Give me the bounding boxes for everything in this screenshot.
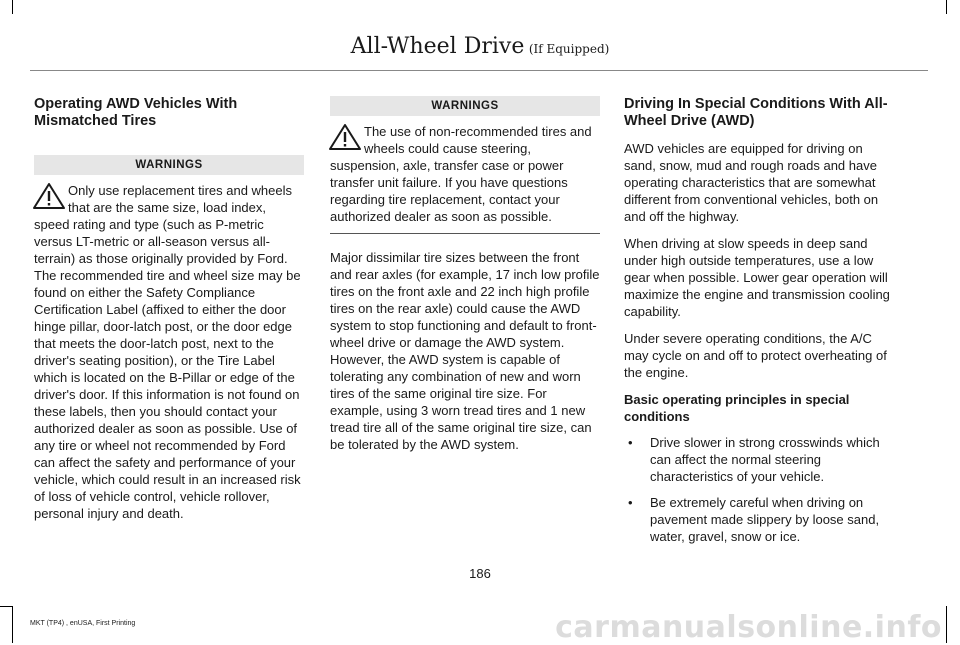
paragraph: AWD vehicles are equipped for driving on sand, snow, mud and rough roads and have operating characteristics that are somewhat different from conventional vehicles, both on and off the highway. (624, 141, 879, 224)
warning-text: The use of non-recommended tires and wheels could cause steering, suspension, axle, transfer case or power transfer unit failure. If you have questions regarding tire replacement, contact your authorized dealer as soon as possible. (330, 124, 592, 224)
header-rule (30, 70, 928, 71)
crop-mark-top-left (12, 0, 13, 14)
watermark: carmanualsonline.info (555, 610, 942, 645)
paragraph: Under severe operating conditions, the A/C may cycle on and off to protect overheating of the engine. (624, 331, 887, 380)
crop-mark-bottom-right (946, 606, 947, 643)
warning-block (330, 123, 600, 225)
bullet-text: Drive slower in strong crosswinds which can affect the normal steering characteristics of your vehicle. (650, 435, 880, 484)
chapter-title: All-Wheel Drive (350, 34, 525, 59)
subheading-basic-principles: Basic operating principles in special conditions (624, 392, 850, 424)
warning-text: Only use replacement tires and wheels that are the same size, load index, speed rating and type (such as P-metric versus LT-metric or all-season versus all-terrain) as those originally provided by Ford. The recommended tire and wheel size may be found on either the Safety Compliance Certification Label (affixed to either the door hinge pillar, door-latch post, or the door edge that meets the door-latch post, next to the driver's seating position), or the Tire Label which is located on the B-Pillar or edge of the driver's door. If this information is not found on these labels, then you should contact your authorized dealer as soon as possible. Use of any tire or wheel not recommended by Ford can affect the safety and performance of your vehicle, which could result in an increased risk of loss of vehicle control, vehicle rollover, personal injury and death. (34, 183, 301, 521)
list-item (624, 434, 894, 485)
left-column (34, 96, 304, 522)
page-header (0, 32, 960, 64)
bullet-icon: • (628, 435, 633, 450)
section-heading-mismatched-tires: Operating AWD Vehicles With Mismatched Tires (34, 96, 238, 129)
chapter-subtitle: (If Equipped) (528, 42, 610, 56)
crop-mark-bottom-left-h (0, 606, 12, 607)
section-heading-special-conditions: Driving In Special Conditions With All-Wheel Drive (AWD) (624, 96, 888, 129)
page-number: 186 (469, 566, 491, 581)
bullet-text: Be extremely careful when driving on pavement made slippery by loose sand, water, gravel, snow or ice. (650, 495, 880, 544)
bullet-icon: • (628, 495, 633, 510)
paragraph: When driving at slow speeds in deep sand under high outside temperatures, use a low gear when possible. Lower gear operation will maximize the engine and transmission cooling capability. (624, 236, 890, 319)
warning-block (34, 182, 304, 522)
warnings-label: WARNINGS (330, 96, 600, 116)
warning-triangle-icon (32, 182, 66, 210)
right-column (624, 96, 894, 554)
footer-printing-info: MKT (TP4) , enUSA, First Printing (30, 620, 136, 627)
middle-column (330, 96, 600, 453)
warning-triangle-icon (328, 123, 362, 151)
bullet-list (624, 434, 894, 545)
crop-mark-bottom-left (12, 606, 13, 643)
list-item (624, 494, 894, 545)
body-text-dissimilar-tires: Major dissimilar tire sizes between the front and rear axles (for example, 17 inch low profile tires on the front axle and 22 inch high profile tires on the rear axle) could cause the AWD system to stop functioning and default to front-wheel drive or damage the AWD system. However, the AWD system is capable of tolerating any combination of new and worn tires of the same original tire size. For example, using 3 worn tread tires and 1 new tread tire all of the same original tire size, can be tolerated by the AWD system. (330, 250, 600, 452)
warnings-label: WARNINGS (34, 155, 304, 175)
crop-mark-top-right (946, 0, 947, 14)
